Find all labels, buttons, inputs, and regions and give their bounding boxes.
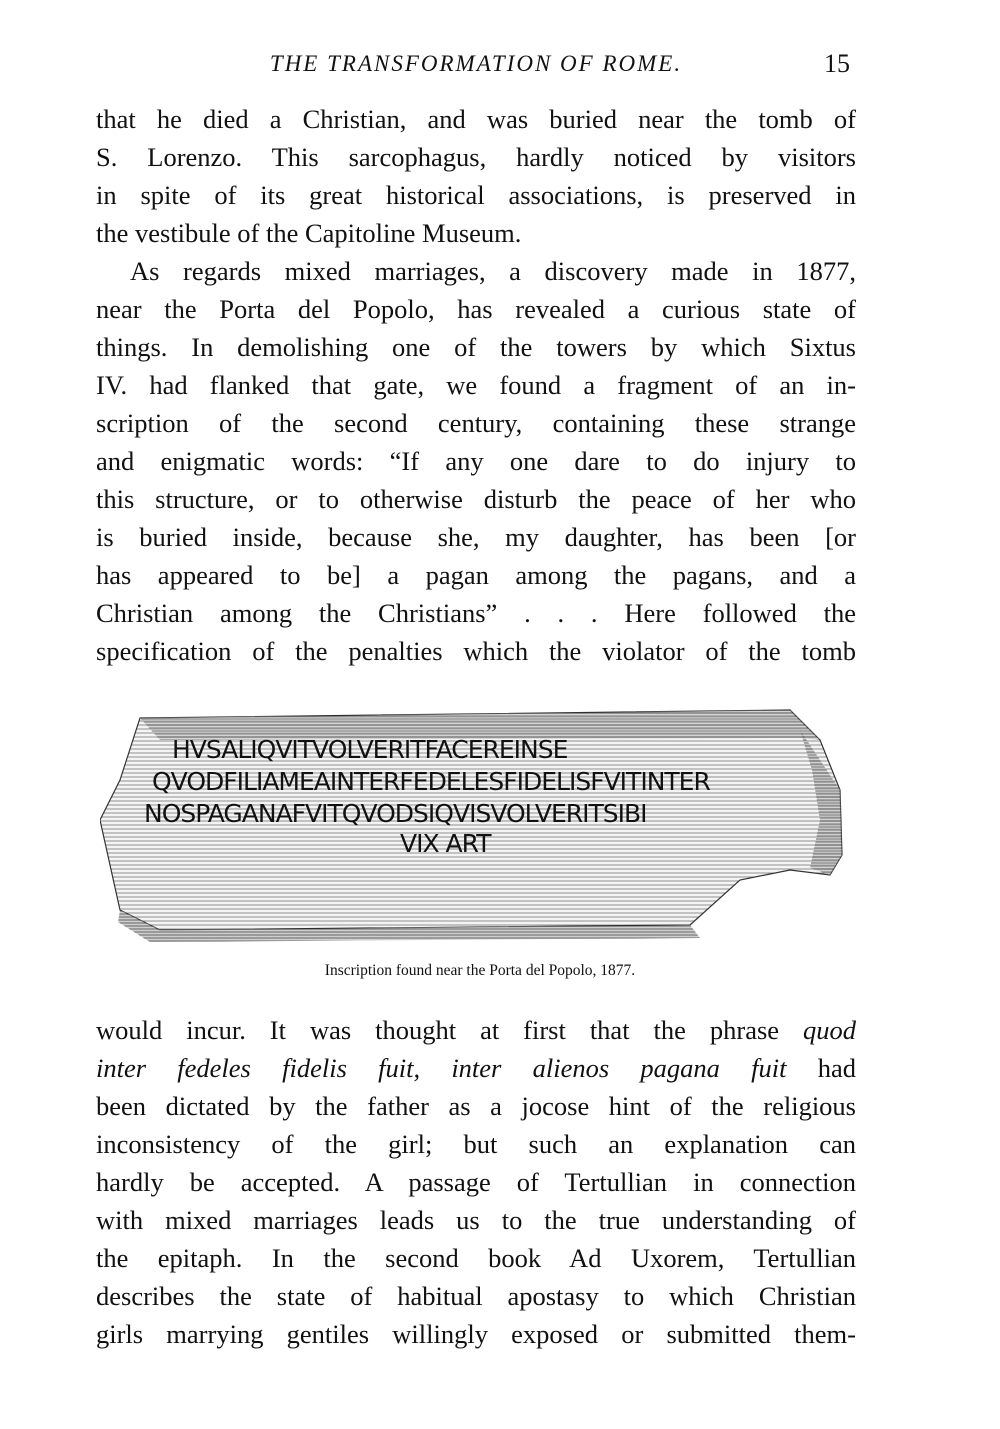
inscription-line-4: VIX ART	[400, 829, 491, 858]
text-line	[96, 1049, 856, 1087]
text-fragment: would incur. It was thought at first that the phrase	[96, 1015, 803, 1045]
text-line: the vestibule of the Capitoline Museum.	[96, 218, 522, 248]
text-line: As regards mixed marriages, a discovery made in 1877,	[130, 256, 856, 286]
inscription-line-1: HVSALIQVITVOLVERITFACEREINSE	[172, 735, 568, 764]
text-line: has appeared to be] a pagan among the pagans, and a	[96, 560, 856, 590]
text-line: scription of the second century, containing these strange	[96, 408, 856, 438]
text-line: the epitaph. In the second book Ad Uxorem, Tertullian	[96, 1243, 856, 1273]
body-text-top	[96, 100, 856, 670]
text-line: hardly be accepted. A passage of Tertullian in connection	[96, 1167, 856, 1197]
text-line: near the Porta del Popolo, has revealed a curious state of	[96, 294, 856, 324]
text-line: girls marrying gentiles willingly exposed or submitted them-	[96, 1319, 856, 1349]
inscription-stone-drawing	[100, 700, 860, 950]
running-head	[96, 46, 856, 86]
running-title: THE TRANSFORMATION OF ROME.	[269, 51, 683, 76]
page-number: 15	[824, 49, 850, 78]
text-fragment: had	[786, 1053, 856, 1083]
text-line: specification of the penalties which the violator of the tomb	[96, 636, 856, 666]
figure-caption: Inscription found near the Porta del Popolo, 1877.	[324, 962, 636, 979]
text-line: inconsistency of the girl; but such an explanation can	[96, 1129, 856, 1159]
text-line	[96, 1011, 856, 1049]
text-line: IV. had flanked that gate, we found a fragment of an in-	[96, 370, 856, 400]
text-line: things. In demolishing one of the towers by which Sixtus	[96, 332, 856, 362]
inscription-line-2: QVODFILIAMEAINTERFEDELESFIDELISFVITINTER	[152, 767, 710, 796]
text-line: been dictated by the father as a jocose hint of the religious	[96, 1091, 856, 1121]
latin-phrase: quod	[803, 1015, 856, 1045]
text-line: is buried inside, because she, my daughter, has been [or	[96, 522, 856, 552]
inscription-figure	[100, 700, 860, 950]
inscription-line-3: NOSPAGANAFVITQVODSIQVISVOLVERITSIBI	[144, 799, 647, 828]
text-line: describes the state of habitual apostasy to which Christian	[96, 1281, 856, 1311]
body-text-bottom	[96, 1011, 856, 1353]
text-line: that he died a Christian, and was buried near the tomb of	[96, 104, 856, 134]
text-line: with mixed marriages leads us to the true understanding of	[96, 1205, 856, 1235]
text-line: this structure, or to otherwise disturb the peace of her who	[96, 484, 856, 514]
text-line: S. Lorenzo. This sarcophagus, hardly noticed by visitors	[96, 142, 856, 172]
text-line: Christian among the Christians” . . . Here followed the	[96, 598, 856, 628]
text-line: and enigmatic words: “If any one dare to do injury to	[96, 446, 856, 476]
text-line: in spite of its great historical associations, is preserved in	[96, 180, 856, 210]
latin-phrase: inter fedeles fidelis fuit, inter alienos pagana fuit	[96, 1053, 787, 1083]
